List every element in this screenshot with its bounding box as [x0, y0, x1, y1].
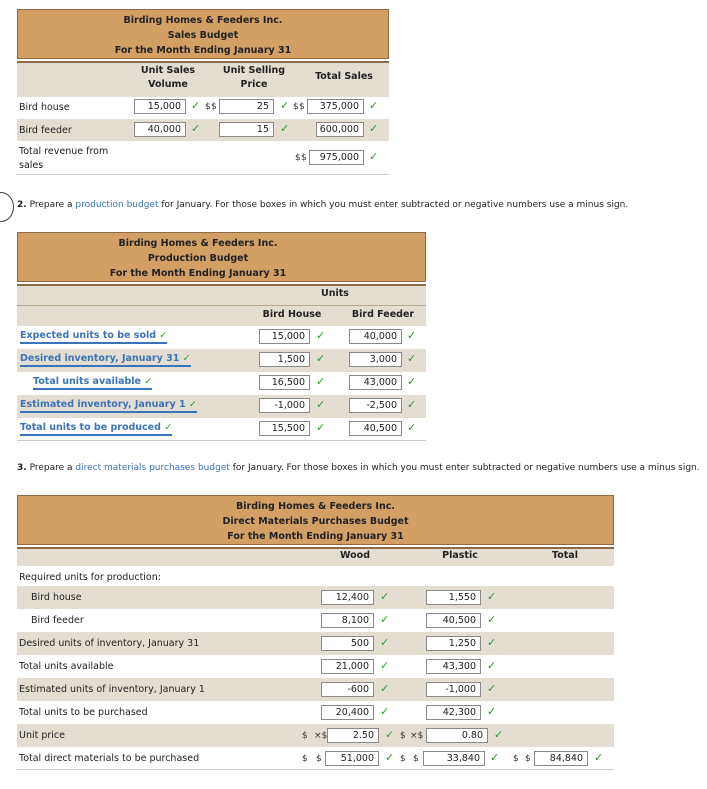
bird-feeder-total-input[interactable]: 600,000: [316, 122, 364, 137]
total-revenue-input[interactable]: 975,000: [309, 150, 364, 165]
col-unit-sales: [128, 64, 208, 92]
dm-feeder-plastic-input[interactable]: 40,500: [426, 613, 481, 628]
check-icon: ✓: [316, 329, 326, 342]
bird-feeder-price-input[interactable]: 15: [219, 122, 274, 137]
check-icon: ✓: [380, 613, 390, 626]
check-icon: ✓: [385, 728, 395, 741]
dm-row: [17, 609, 614, 632]
currency-symbol: $: [293, 102, 299, 112]
estimated-inventory-feeder-input[interactable]: -2,500: [349, 398, 402, 413]
production-row-label: Expected units to be sold: [20, 330, 157, 341]
currency-symbol: $: [400, 731, 406, 741]
question-2-after: for January. For those boxes in which you must enter subtracted or negative numbers use a minus sign.: [161, 200, 629, 210]
check-icon: ✓: [494, 728, 504, 741]
check-icon: ✓: [191, 99, 201, 112]
sales-company: Birding Homes & Feeders Inc.: [123, 15, 283, 26]
dm-available-wood-input[interactable]: 21,000: [321, 659, 374, 674]
col-unit-price-line2: Price: [240, 79, 268, 90]
check-icon: ✓: [380, 705, 390, 718]
check-icon: ✓: [490, 751, 500, 764]
times-currency-symbol: ×$: [410, 731, 424, 741]
check-icon: ✓: [316, 421, 326, 434]
total-produced-feeder-input[interactable]: 40,500: [349, 421, 402, 436]
dm-house-plastic-input[interactable]: 1,550: [426, 590, 481, 605]
check-icon: ✓: [487, 590, 497, 603]
question-3: [17, 462, 700, 474]
check-icon: ✓: [380, 659, 390, 672]
check-icon: ✓: [280, 122, 290, 135]
dm-desired-plastic-input[interactable]: 1,250: [426, 636, 481, 651]
question-3-after: for January. For those boxes in which you must enter subtracted or negative numbers use a minus sign.: [232, 463, 700, 473]
check-icon: ✓: [487, 705, 497, 718]
question-3-before: Prepare a: [29, 463, 73, 473]
dm-estimated-plastic-input[interactable]: -1,000: [426, 682, 481, 697]
check-icon: ✓: [369, 150, 379, 163]
currency-symbol: $: [299, 102, 305, 112]
check-icon: ✓: [316, 398, 326, 411]
total-wood-input[interactable]: 51,000: [325, 751, 379, 766]
dm-available-plastic-input[interactable]: 43,300: [426, 659, 481, 674]
question-2-before: Prepare a: [29, 200, 73, 210]
bird-house-total-input[interactable]: 375,000: [307, 99, 364, 114]
currency-symbol: $: [211, 102, 217, 112]
production-row-label: Estimated inventory, January 1: [20, 399, 186, 410]
unit-price-wood-input[interactable]: 2.50: [327, 728, 379, 743]
expected-sold-house-input[interactable]: 15,000: [259, 329, 310, 344]
currency-symbol: $: [316, 754, 322, 764]
sales-title: Sales Budget: [167, 30, 239, 41]
production-company: Birding Homes & Feeders Inc.: [118, 238, 278, 249]
col-total-sales: Total Sales: [315, 71, 373, 82]
expected-sold-feeder-input[interactable]: 40,000: [349, 329, 402, 344]
dm-estimated-wood-input[interactable]: -600: [321, 682, 374, 697]
col-bird-house: Bird House: [262, 309, 322, 320]
dm-row: [17, 586, 614, 609]
dm-row-label: Total units to be purchased: [19, 707, 148, 718]
bird-feeder-volume-input[interactable]: 40,000: [134, 122, 186, 137]
unit-price-label: Unit price: [19, 730, 66, 741]
currency-symbol: $: [302, 754, 308, 764]
currency-symbol: $: [513, 754, 519, 764]
total-available-feeder-input[interactable]: 43,000: [349, 375, 402, 390]
check-icon: ✓: [407, 329, 417, 342]
dm-budget-header: [17, 495, 614, 545]
estimated-inventory-select[interactable]: [20, 398, 197, 413]
bird-house-volume-input[interactable]: 15,000: [134, 99, 186, 114]
production-row-label: Total units available: [33, 376, 141, 387]
expected-units-sold-select[interactable]: [20, 329, 167, 344]
check-icon: ✓: [487, 636, 497, 649]
sales-total-label-line2: sales: [19, 160, 44, 171]
total-dm-label: Total direct materials to be purchased: [19, 753, 200, 764]
estimated-inventory-house-input[interactable]: -1,000: [259, 398, 310, 413]
total-produced-house-input[interactable]: 15,500: [259, 421, 310, 436]
dm-row-label: Total units available: [19, 661, 114, 672]
times-currency-symbol: ×$: [314, 731, 328, 741]
check-icon: ✓: [487, 682, 497, 695]
unit-price-plastic-input[interactable]: 0.80: [426, 728, 488, 743]
col-unit-sales-line1: Unit Sales: [140, 65, 196, 76]
question-3-number: 3.: [17, 463, 27, 473]
sales-row-label: Bird house: [19, 102, 70, 113]
check-icon: ✓: [316, 375, 326, 388]
dm-house-wood-input[interactable]: 12,400: [321, 590, 374, 605]
check-icon: ✓: [407, 375, 417, 388]
dm-feeder-wood-input[interactable]: 8,100: [321, 613, 374, 628]
desired-inventory-select[interactable]: [20, 352, 191, 367]
sales-total-label-line1: Total revenue from: [19, 146, 109, 157]
production-title: Production Budget: [147, 253, 249, 264]
check-icon: ✓: [487, 659, 497, 672]
check-icon: ✓: [191, 122, 201, 135]
question-2-number: 2.: [17, 200, 27, 210]
dm-period: For the Month Ending January 31: [227, 531, 404, 542]
col-unit-sales-line2: Volume: [148, 79, 188, 90]
check-icon: ✓: [159, 330, 168, 341]
check-icon: ✓: [182, 353, 191, 364]
production-period: For the Month Ending January 31: [109, 268, 287, 279]
col-plastic: Plastic: [442, 550, 478, 561]
check-icon: ✓: [316, 352, 326, 365]
dm-title: Direct Materials Purchases Budget: [222, 516, 409, 527]
production-row-label: Desired inventory, January 31: [20, 353, 180, 364]
currency-symbol: $: [295, 153, 301, 163]
dm-company: Birding Homes & Feeders Inc.: [236, 501, 395, 512]
currency-symbol: $: [400, 754, 406, 764]
check-icon: ✓: [144, 376, 153, 387]
sales-budget-header: [17, 9, 389, 59]
dm-purchased-wood-input[interactable]: 20,400: [321, 705, 374, 720]
total-materials-input[interactable]: 84,840: [534, 751, 588, 766]
check-icon: ✓: [188, 399, 197, 410]
col-bird-feeder: Bird Feeder: [351, 309, 415, 320]
question-2: [17, 199, 628, 211]
check-icon: ✓: [164, 422, 173, 433]
check-icon: ✓: [369, 122, 379, 135]
col-unit-price: [214, 64, 294, 92]
check-icon: ✓: [369, 99, 379, 112]
currency-symbol: $: [301, 153, 307, 163]
production-budget-header: [17, 232, 426, 282]
direct-materials-budget-link[interactable]: direct materials purchases budget: [75, 463, 230, 473]
check-icon: ✓: [380, 636, 390, 649]
col-wood: Wood: [340, 550, 370, 561]
production-row-label: Total units to be produced: [20, 422, 161, 433]
total-units-produced-select[interactable]: [20, 421, 172, 436]
dm-row-label: Desired units of inventory, January 31: [19, 638, 200, 649]
sales-period: For the Month Ending January 31: [114, 45, 292, 56]
step-marker-circle: [0, 192, 14, 222]
col-total: Total: [552, 550, 578, 561]
bird-house-price-input[interactable]: 25: [219, 99, 274, 114]
currency-symbol: $: [413, 754, 419, 764]
check-icon: ✓: [407, 398, 417, 411]
dm-colheader-band: [17, 547, 614, 567]
check-icon: ✓: [594, 751, 604, 764]
check-icon: ✓: [407, 421, 417, 434]
units-header: Units: [321, 288, 349, 299]
dm-row-label: Estimated units of inventory, January 1: [19, 684, 205, 695]
dm-row-label: Bird feeder: [31, 615, 84, 626]
check-icon: ✓: [407, 352, 417, 365]
total-units-available-select[interactable]: [33, 375, 152, 390]
col-unit-price-line1: Unit Selling: [222, 65, 286, 76]
check-icon: ✓: [280, 99, 290, 112]
total-plastic-input[interactable]: 33,840: [423, 751, 485, 766]
desired-inventory-feeder-input[interactable]: 3,000: [349, 352, 402, 367]
dm-row-label: Bird house: [31, 592, 82, 603]
check-icon: ✓: [380, 590, 390, 603]
currency-symbol: $: [205, 102, 211, 112]
currency-symbol: $: [525, 754, 531, 764]
check-icon: ✓: [380, 682, 390, 695]
sales-row-label: Bird feeder: [19, 125, 72, 136]
required-units-label: Required units for production:: [19, 572, 161, 583]
total-available-house-input[interactable]: 16,500: [259, 375, 310, 390]
dm-desired-wood-input[interactable]: 500: [321, 636, 374, 651]
check-icon: ✓: [487, 613, 497, 626]
dm-purchased-plastic-input[interactable]: 42,300: [426, 705, 481, 720]
desired-inventory-house-input[interactable]: 1,500: [259, 352, 310, 367]
currency-symbol: $: [302, 731, 308, 741]
check-icon: ✓: [385, 751, 395, 764]
production-budget-link[interactable]: production budget: [75, 200, 159, 210]
